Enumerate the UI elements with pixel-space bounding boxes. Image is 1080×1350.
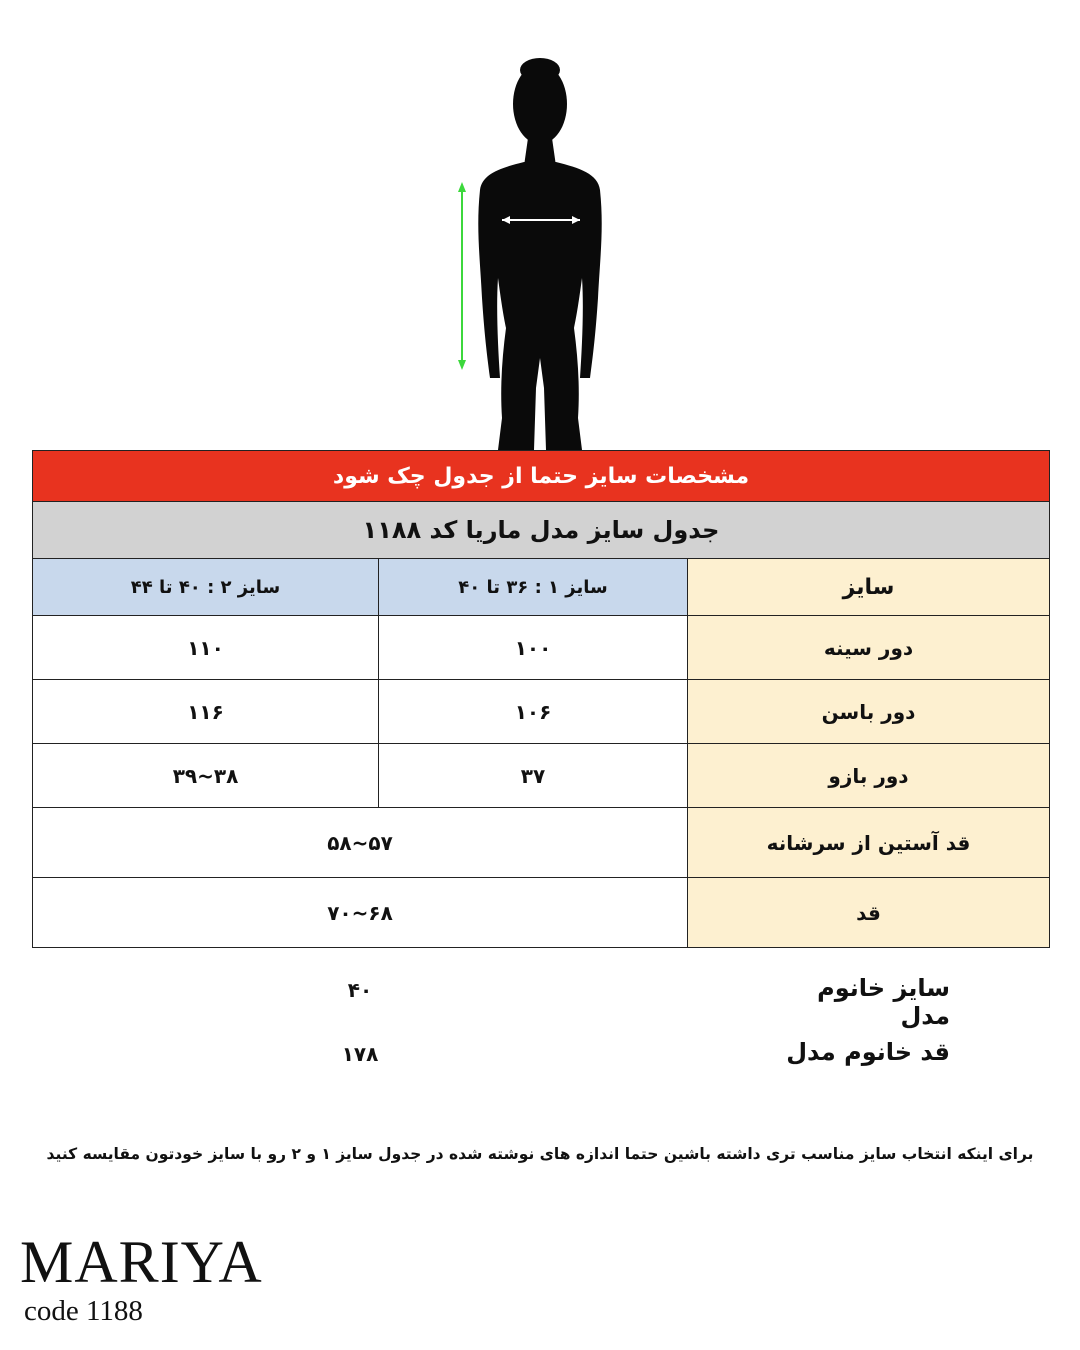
- cell-label: قد: [688, 878, 1050, 948]
- banner-text: مشخصات سایز حتما از جدول چک شود: [33, 451, 1050, 502]
- model-size-label: سایز خانوم مدل: [817, 974, 950, 1030]
- cell-size2: ۳۸~۳۹: [33, 744, 379, 808]
- table-row: [33, 616, 1050, 680]
- table-row: [33, 808, 1050, 878]
- cell-size1: ۱۰۰: [379, 616, 688, 680]
- cell-label: دور بازو: [688, 744, 1050, 808]
- cell-merged-value: ۵۷~۵۸: [33, 808, 688, 878]
- table-title-row: [33, 502, 1050, 559]
- table-row: [33, 878, 1050, 948]
- size-advice-note: برای اینکه انتخاب سایز مناسب تری داشته باشین حتما اندازه های نوشته شده در جدول سایز ۱ و ۲ رو با سایز خودتون مقایسه کنید: [46, 1145, 1034, 1163]
- model-size-value: ۴۰: [347, 978, 373, 1002]
- cell-size2: ۱۱۰: [33, 616, 379, 680]
- table-title: جدول سایز مدل ماریا کد ۱۱۸۸: [33, 502, 1050, 559]
- cell-label: دور باسن: [688, 680, 1050, 744]
- model-height-row: [0, 1038, 1080, 1074]
- cell-label: قد آستین از سرشانه: [688, 808, 1050, 878]
- model-height-label: قد خانوم مدل: [786, 1038, 950, 1066]
- model-size-row: [0, 974, 1080, 1030]
- header-label: سایز: [688, 559, 1050, 616]
- product-code: code 1188: [24, 1295, 143, 1327]
- model-height-value: ۱۷۸: [341, 1042, 379, 1066]
- table-header-row: [33, 559, 1050, 616]
- size-table: [32, 450, 1050, 948]
- model-silhouette: [440, 58, 640, 450]
- table-row: [33, 680, 1050, 744]
- brand-name: MARIYA: [20, 1229, 263, 1295]
- cell-size2: ۱۱۶: [33, 680, 379, 744]
- banner-row: [33, 451, 1050, 502]
- cell-size1: ۳۷: [379, 744, 688, 808]
- cell-size1: ۱۰۶: [379, 680, 688, 744]
- header-size2: سایز ۲ : ۴۰ تا ۴۴: [33, 559, 379, 616]
- table-row: [33, 744, 1050, 808]
- header-size1: سایز ۱ : ۳۶ تا ۴۰: [379, 559, 688, 616]
- cell-label: دور سینه: [688, 616, 1050, 680]
- cell-merged-value: ۶۸~۷۰: [33, 878, 688, 948]
